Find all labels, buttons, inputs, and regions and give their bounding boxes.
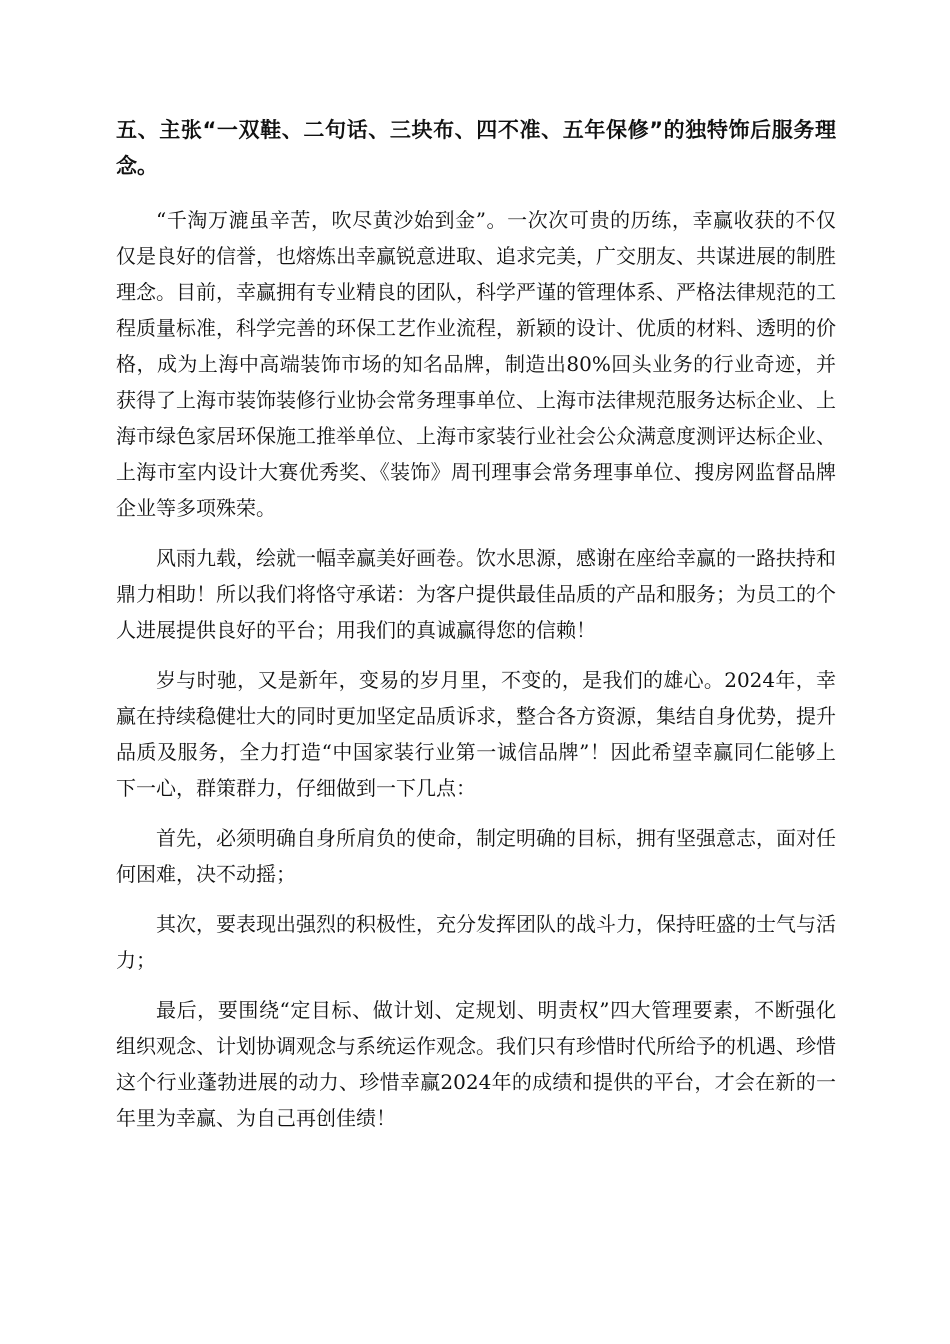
section-heading: 五、主张“一双鞋、二句话、三块布、四不准、五年保修”的独特饰后服务理念。 xyxy=(116,118,836,178)
paragraph-second-point: 其次，要表现出强烈的积极性，充分发挥团队的战斗力，保持旺盛的士气与活力； xyxy=(116,912,836,972)
paragraph-new-year: 岁与时驰，又是新年，变易的岁月里，不变的，是我们的雄心。2024年，幸赢在持续稳健壮大的同时更加坚定品质诉求，整合各方资源，集结自身优势，提升品质及服务，全力打造“中国家装行业第一诚信品牌”！因此希望幸赢同仁能够上下一心，群策群力，仔细做到一下几点： xyxy=(116,668,836,800)
paragraph-final-point: 最后，要围绕“定目标、做计划、定规划、明责权”四大管理要素，不断强化组织观念、计划协调观念与系统运作观念。我们只有珍惜时代所给予的机遇、珍惜这个行业蓬勃进展的动力、珍惜幸赢2024年的成绩和提供的平台，才会在新的一年里为幸赢、为自己再创佳绩！ xyxy=(116,998,836,1130)
paragraph-gratitude: 风雨九载，绘就一幅幸赢美好画卷。饮水思源，感谢在座给幸赢的一路扶持和鼎力相助！所以我们将恪守承诺：为客户提供最佳品质的产品和服务；为员工的个人进展提供良好的平台；用我们的真诚赢得您的信赖！ xyxy=(116,546,836,642)
paragraph-first-point: 首先，必须明确自身所肩负的使命，制定明确的目标，拥有坚强意志，面对任何困难，决不动摇； xyxy=(116,826,836,886)
document-page xyxy=(116,112,836,1150)
paragraph-achievements: “千淘万漉虽辛苦，吹尽黄沙始到金”。一次次可贵的历练，幸赢收获的不仅仅是良好的信誉，也熔炼出幸赢锐意进取、追求完美，广交朋友、共谋进展的制胜理念。目前，幸赢拥有专业精良的团队，科学严谨的管理体系、严格法律规范的工程质量标准，科学完善的环保工艺作业流程，新颖的设计、优质的材料、透明的价格，成为上海中高端装饰市场的知名品牌，制造出80%回头业务的行业奇迹，并获得了上海市装饰装修行业协会常务理事单位、上海市法律规范服务达标企业、上海市绿色家居环保施工推举单位、上海市家装行业社会公众满意度测评达标企业、上海市室内设计大赛优秀奖、《装饰》周刊理事会常务理事单位、搜房网监督品牌企业等多项殊荣。 xyxy=(116,208,836,520)
